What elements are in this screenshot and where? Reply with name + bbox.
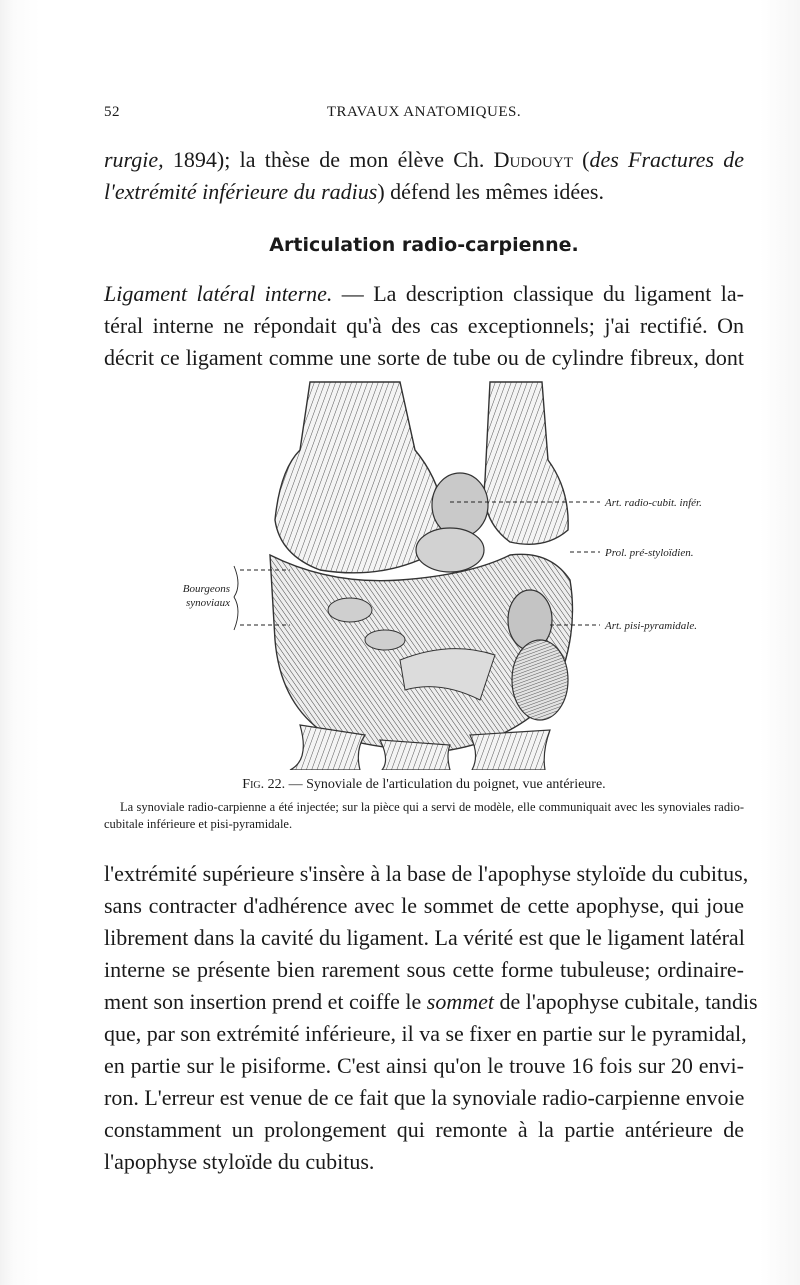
para2-line-10: l'apophyse styloïde du cubitus.	[104, 1149, 375, 1174]
label-prol-pre-styloidien: Prol. pré-styloïdien.	[605, 547, 694, 559]
label-art-radio-cubit: Art. radio-cubit. infér.	[605, 497, 702, 509]
para1-line-3: décrit ce ligament comme une sorte de tube ou de cylindre fibreux, dont	[104, 345, 744, 370]
text-run: (	[572, 147, 590, 172]
para2-line-3: librement dans la cavité du ligament. La vérité est que le ligament latéral	[104, 925, 745, 950]
para2-line-9: constamment un prolongement qui remonte à la partie antérieure de	[104, 1117, 744, 1142]
intro-paragraph	[104, 144, 744, 208]
synovial-pouch-upper	[432, 473, 488, 537]
figure-caption	[104, 775, 744, 833]
text-run: l'extrémité inférieure du radius	[104, 179, 378, 204]
section-title: Articulation radio-carpienne.	[269, 234, 579, 256]
text-run: ment son insertion prend et coiffe le	[104, 989, 427, 1014]
label-bourgeons: Bourgeons	[182, 583, 230, 595]
continuation-paragraph	[104, 858, 758, 1178]
text-run: ) défend les mêmes idées.	[377, 179, 604, 204]
text-run: des Fractures de	[589, 147, 744, 172]
caption-body: La synoviale radio-carpienne a été injectée; sur la pièce qui a servi de modèle, elle communiquait avec les synoviales radio-cubitale inférieure et pisi-pyramidale.	[104, 800, 744, 831]
para2-line-5	[104, 986, 758, 1018]
pisiform	[512, 640, 568, 720]
subsection-heading: Ligament latéral interne.	[104, 281, 333, 306]
running-header	[104, 104, 744, 128]
text-run: de l'apophyse cubitale, tandis	[494, 989, 758, 1014]
synovial-pouch-styloid	[416, 528, 484, 572]
para1-line-2: téral interne ne répondait qu'à des cas exceptionnels; j'ai rectifié. On	[104, 313, 744, 338]
label-synoviaux: synoviaux	[186, 597, 230, 609]
figure-number: Fig. 22.	[242, 777, 286, 792]
text-run: rurgie,	[104, 147, 164, 172]
para2-line-1: l'extrémité supérieure s'insère à la base de l'apophyse styloïde du cubitus,	[104, 861, 749, 886]
text-run: 1894); la thèse de mon élève Ch.	[163, 147, 494, 172]
caption-title-text: — Synoviale de l'articulation du poignet, vue antérieure.	[285, 777, 606, 792]
caption-title	[104, 775, 744, 795]
wrist-illustration	[150, 380, 750, 770]
para2-line-7: en partie sur le pisiforme. C'est ainsi qu'on le trouve 16 fois sur 20 envi-	[104, 1053, 744, 1078]
para2-line-4: interne se présente bien rarement sous cette forme tubuleuse; ordinaire-	[104, 957, 744, 982]
para2-line-6: que, par son extrémité inférieure, il va se fixer en partie sur le pyramidal,	[104, 1021, 747, 1046]
para2-line-8: ron. L'erreur est venue de ce fait que la synoviale radio-carpienne envoie	[104, 1085, 745, 1110]
page-number: 52	[104, 104, 120, 120]
para2-line-2: sans contracter d'adhérence avec le sommet de cette apophyse, qui joue	[104, 893, 744, 918]
para1-line-1	[104, 278, 744, 310]
ulna-bone	[484, 382, 568, 544]
intro-line-2	[104, 176, 744, 208]
text-run: — La description classique du ligament la-	[332, 281, 745, 306]
running-title: TRAVAUX ANATOMIQUES.	[326, 104, 522, 120]
wrist-synovial-figure	[150, 380, 750, 770]
label-art-pisi-pyramidale: Art. pisi-pyramidale.	[605, 620, 697, 632]
ligament-paragraph	[104, 278, 744, 374]
author-name: Dudouyt	[493, 147, 573, 172]
text-run: sommet	[426, 989, 494, 1014]
intro-line-1	[104, 144, 744, 176]
